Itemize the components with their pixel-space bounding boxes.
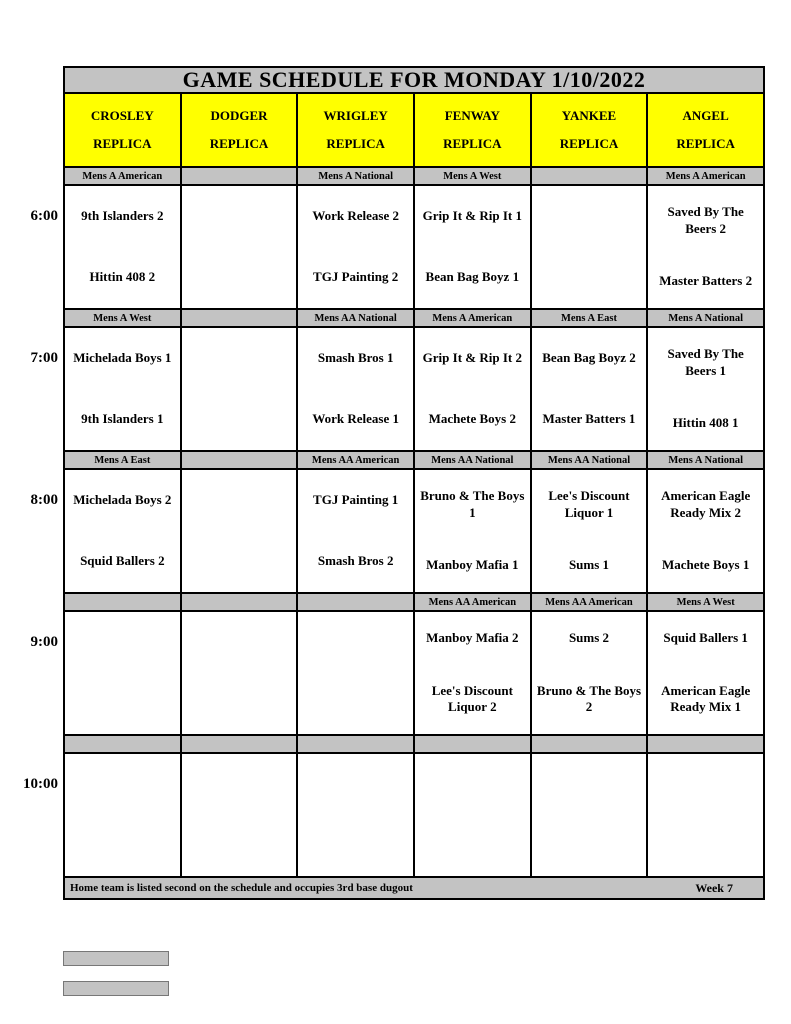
- field-type: REPLICA: [93, 136, 152, 151]
- division-bar: Mens A National: [648, 310, 763, 326]
- division-bar: Mens AA American: [298, 452, 413, 468]
- home-team: Hittin 408 1: [672, 415, 739, 431]
- away-team: Work Release 2: [312, 208, 399, 224]
- home-team: Bean Bag Boyz 1: [425, 269, 520, 285]
- game-cell: [298, 470, 413, 592]
- field-header-angel: [648, 94, 763, 166]
- game-cell: [298, 328, 413, 450]
- away-team: Smash Bros 1: [317, 350, 394, 366]
- home-team: 9th Islanders 1: [81, 411, 164, 427]
- away-team: Grip It & Rip It 1: [422, 208, 522, 224]
- game-cell: [65, 470, 180, 592]
- division-bar: Mens AA National: [298, 310, 413, 326]
- game-cell: [182, 754, 297, 876]
- home-team: Manboy Mafia 1: [426, 557, 519, 573]
- division-bar: Mens A East: [532, 310, 647, 326]
- division-bar: Mens A American: [648, 168, 763, 184]
- game-cell: [415, 328, 530, 450]
- home-team: Lee's Discount Liquor 2: [431, 683, 513, 715]
- schedule-title: GAME SCHEDULE FOR MONDAY 1/10/2022: [65, 68, 763, 92]
- game-cell: [648, 328, 763, 450]
- division-bar: Mens AA National: [415, 452, 530, 468]
- away-team: 9th Islanders 2: [81, 208, 164, 224]
- field-name: ANGEL: [682, 108, 729, 123]
- game-cell: [182, 612, 297, 734]
- division-bar: [182, 452, 297, 468]
- time-label: 9:00: [30, 634, 58, 650]
- division-bar: [65, 594, 180, 610]
- game-cell: [415, 612, 530, 734]
- game-cell: [532, 612, 647, 734]
- game-cell: [298, 754, 413, 876]
- division-bar: Mens A National: [648, 452, 763, 468]
- away-team: TGJ Painting 1: [313, 492, 399, 508]
- game-cell: [65, 186, 180, 308]
- field-header-dodger: [182, 94, 297, 166]
- time-label: 6:00: [30, 208, 58, 224]
- division-bar: Mens A American: [415, 310, 530, 326]
- home-team: TGJ Painting 2: [313, 269, 399, 285]
- away-team: Saved By The Beers 1: [667, 346, 744, 378]
- game-cell: [648, 612, 763, 734]
- home-team: Hittin 408 2: [89, 269, 156, 285]
- home-team: Master Batters 2: [659, 273, 753, 289]
- field-header-wrigley: [298, 94, 413, 166]
- home-team: Machete Boys 2: [428, 411, 516, 427]
- division-bar: [298, 594, 413, 610]
- division-bar: Mens AA National: [532, 452, 647, 468]
- field-type: REPLICA: [209, 136, 269, 151]
- field-name: YANKEE: [561, 108, 617, 123]
- away-team: Squid Ballers 1: [663, 630, 748, 646]
- time-label: 8:00: [30, 492, 58, 508]
- field-type: REPLICA: [676, 136, 735, 151]
- game-cell: [415, 470, 530, 592]
- field-name: WRIGLEY: [323, 108, 388, 123]
- home-team: Smash Bros 2: [317, 553, 394, 569]
- division-bar: Mens A American: [65, 168, 180, 184]
- footer-week-label: Week 7: [695, 880, 733, 895]
- division-bar: Mens A East: [65, 452, 180, 468]
- field-name: FENWAY: [444, 108, 500, 123]
- away-team: Michelada Boys 2: [73, 492, 172, 508]
- division-bar: [65, 736, 180, 752]
- game-cell: [182, 470, 297, 592]
- away-team: Sums 2: [568, 630, 610, 646]
- partial-row-bar: [63, 981, 169, 996]
- field-header-fenway: [415, 94, 530, 166]
- home-team: Sums 1: [568, 557, 610, 573]
- game-cell: [298, 612, 413, 734]
- away-team: Manboy Mafia 2: [426, 630, 519, 646]
- division-bar: [298, 736, 413, 752]
- home-team: Bruno & The Boys 2: [536, 683, 642, 715]
- game-cell: [532, 470, 647, 592]
- game-cell: [648, 186, 763, 308]
- away-team: American Eagle Ready Mix 2: [661, 488, 751, 520]
- field-type: REPLICA: [559, 136, 619, 151]
- division-bar: Mens A West: [415, 168, 530, 184]
- footer-bar: [65, 878, 763, 898]
- footer-note: Home team is listed second on the schedule and occupies 3rd base dugout: [70, 882, 413, 894]
- away-team: Grip It & Rip It 2: [422, 350, 522, 366]
- partial-row-bar: [63, 951, 169, 966]
- game-cell: [182, 186, 297, 308]
- away-team: Michelada Boys 1: [73, 350, 172, 366]
- home-team: American Eagle Ready Mix 1: [661, 683, 751, 715]
- away-team: Lee's Discount Liquor 1: [548, 488, 630, 520]
- time-label: 7:00: [30, 350, 58, 366]
- field-type: REPLICA: [326, 136, 385, 151]
- division-bar: Mens AA American: [532, 594, 647, 610]
- field-type: REPLICA: [443, 136, 502, 151]
- division-bar: [182, 736, 297, 752]
- game-cell: [532, 754, 647, 876]
- game-cell: [648, 470, 763, 592]
- home-team: Work Release 1: [312, 411, 399, 427]
- game-cell: [65, 328, 180, 450]
- division-bar: [182, 594, 297, 610]
- division-bar: [182, 168, 297, 184]
- time-label: 10:00: [23, 776, 58, 792]
- game-cell: [415, 186, 530, 308]
- home-team: Machete Boys 1: [661, 557, 750, 573]
- game-cell: [532, 328, 647, 450]
- division-bar: Mens A West: [65, 310, 180, 326]
- game-cell: [298, 186, 413, 308]
- field-header-yankee: [532, 94, 647, 166]
- division-bar: [182, 310, 297, 326]
- game-cell: [415, 754, 530, 876]
- division-bar: [532, 736, 647, 752]
- division-bar: Mens A West: [648, 594, 763, 610]
- division-bar: [415, 736, 530, 752]
- schedule-table: [63, 66, 765, 900]
- field-header-crosley: [65, 94, 180, 166]
- away-team: Bean Bag Boyz 2: [542, 350, 636, 366]
- field-name: DODGER: [210, 108, 268, 123]
- division-bar: [532, 168, 647, 184]
- home-team: Squid Ballers 2: [80, 553, 165, 569]
- division-bar: [648, 736, 763, 752]
- field-name: CROSLEY: [90, 108, 154, 123]
- home-team: Master Batters 1: [542, 411, 636, 427]
- game-cell: [182, 328, 297, 450]
- division-bar: Mens A National: [298, 168, 413, 184]
- away-team: Bruno & The Boys 1: [420, 488, 525, 520]
- game-cell: [648, 754, 763, 876]
- division-bar: Mens AA American: [415, 594, 530, 610]
- game-cell: [65, 612, 180, 734]
- game-cell: [532, 186, 647, 308]
- game-cell: [65, 754, 180, 876]
- away-team: Saved By The Beers 2: [667, 204, 744, 236]
